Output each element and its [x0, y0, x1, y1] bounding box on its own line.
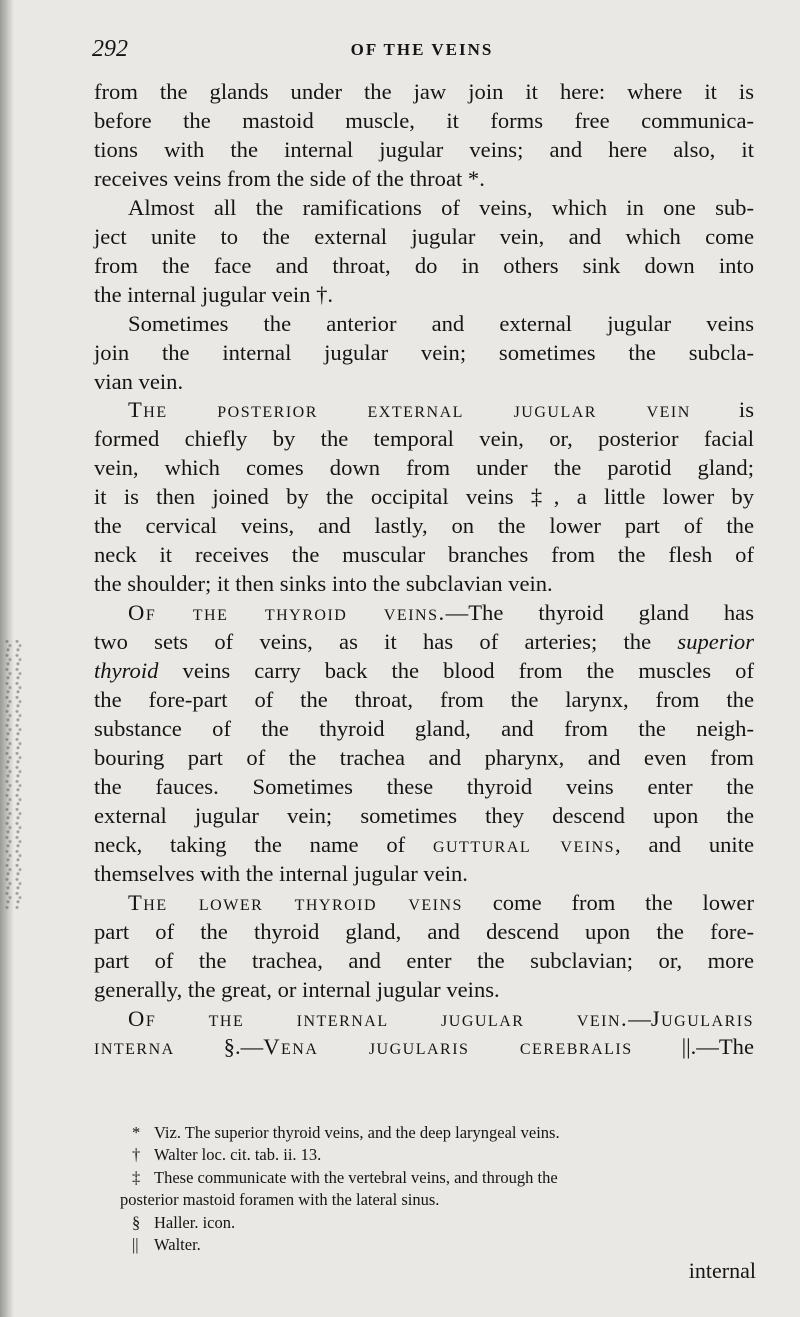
section-heading: Of the thyroid veins. [128, 600, 446, 626]
footnote: ‡ These communicate with the vertebral veins, and through the [132, 1167, 758, 1189]
text-line: neck it receives the muscular branches from the flesh of [94, 542, 754, 568]
text-line: it is then joined by the occipital veins ‡, a little lower by [94, 484, 754, 510]
text-line: part of the thyroid gland, and descend upon the fore- [94, 918, 754, 944]
paragraph [94, 78, 754, 194]
text-line: The lower thyroid veins come from the lower [128, 889, 754, 915]
footnote-continuation: posterior mastoid foramen with the lateral sinus. [120, 1190, 440, 1210]
footnote-mark: ‡ [132, 1167, 141, 1187]
text-line: Almost all the ramifications of veins, which in one sub- [128, 194, 754, 220]
paragraph [94, 194, 754, 310]
text-line: the cervical veins, and lastly, on the lower part of the [94, 513, 754, 539]
text-line: generally, the great, or internal jugular veins. [94, 976, 500, 1002]
text-line: thyroid veins carry back the blood from the muscles of [94, 658, 754, 684]
text-line: Of the internal jugular vein.—Jugularis [128, 1005, 754, 1031]
text-line: themselves with the internal jugular vein. [94, 860, 468, 886]
text-line: part of the trachea, and enter the subclavian; or, more [94, 947, 754, 973]
text-line: before the mastoid muscle, it forms free communica- [94, 107, 754, 133]
text-line: from the glands under the jaw join it here: where it is [94, 79, 754, 104]
footnote: † Walter loc. cit. tab. ii. 13. [132, 1144, 758, 1166]
text-line: the fauces. Sometimes these thyroid veins enter the [94, 773, 754, 799]
footnote-mark: * [132, 1123, 141, 1142]
text-line: Of the thyroid veins.—The thyroid gland has [128, 600, 755, 626]
section-heading: Of the internal jugular vein. [128, 1005, 629, 1031]
paragraph [94, 396, 754, 599]
text-line: bouring part of the trachea and pharynx, and even from [94, 744, 754, 770]
running-head: OF THE VEINS [350, 40, 494, 59]
text-line: ject unite to the external jugular vein, and which come [94, 223, 754, 249]
paragraph [94, 310, 754, 397]
footnote: § Haller. icon. [132, 1212, 758, 1234]
text-line: the internal jugular vein †. [94, 281, 334, 307]
section-heading: The posterior external jugular vein [128, 397, 691, 423]
text-line: join the internal jugular vein; sometimes the subcla- [94, 339, 754, 365]
footnote-mark: || [132, 1235, 139, 1255]
text-line: two sets of veins, as it has of arteries; the superior [94, 629, 754, 655]
paragraph [94, 889, 754, 1005]
catchword: internal [688, 1258, 756, 1283]
text-line: the shoulder; it then sinks into the subclavian vein. [94, 571, 553, 597]
text-line: from the face and throat, do in others sink down into [94, 252, 754, 278]
page-number: 292 [92, 36, 128, 62]
body-text [94, 78, 754, 1062]
text-line: neck, taking the name of guttural veins, and unite [94, 831, 755, 857]
text-line: receives veins from the side of the throat *. [94, 165, 485, 191]
text-line: vian vein. [94, 368, 184, 394]
text-line: interna §.—Vena jugularis cerebralis ||.—The [94, 1034, 754, 1060]
page-header [92, 36, 752, 66]
footnotes [120, 1122, 758, 1256]
text-line: formed chiefly by the temporal vein, or, posterior facial [94, 426, 754, 452]
text-line: vein, which comes down from under the parotid gland; [94, 455, 754, 481]
text-line: Sometimes the anterior and external jugular veins [128, 310, 754, 336]
text-line: substance of the thyroid gland, and from the neigh- [94, 715, 754, 741]
paragraph [94, 599, 754, 889]
footnote-mark: † [132, 1145, 141, 1165]
paragraph [94, 1005, 754, 1063]
text-line: external jugular vein; sometimes they descend upon the [94, 802, 754, 828]
text-line: the fore-part of the throat, from the larynx, from the [94, 687, 754, 713]
section-heading: The lower thyroid veins [128, 889, 463, 915]
footnote: || Walter. [132, 1234, 758, 1256]
text-line: tions with the internal jugular veins; and here also, it [94, 136, 754, 162]
footnote: * Viz. The superior thyroid veins, and the deep laryngeal veins. [132, 1122, 758, 1144]
bleed-through-marks [4, 640, 22, 910]
text-line: The posterior external jugular vein is [128, 397, 754, 423]
footnote-mark: § [132, 1212, 141, 1232]
